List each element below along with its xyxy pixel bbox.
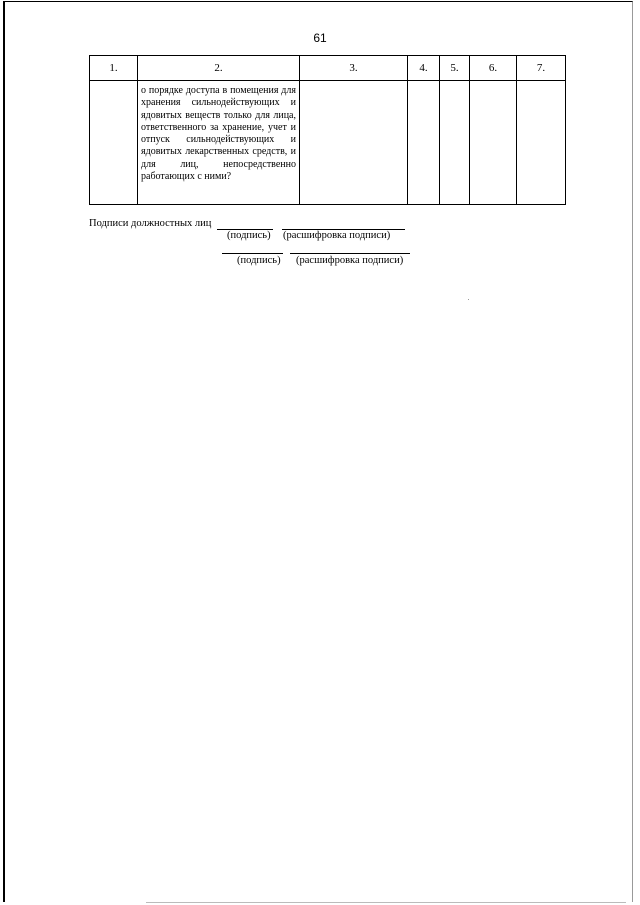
column-header-7: 7. — [517, 56, 566, 81]
column-header-5: 5. — [440, 56, 470, 81]
signature-caption-1: (подпись) — [227, 230, 271, 241]
column-header-1: 1. — [90, 56, 138, 81]
scan-speck — [468, 299, 469, 300]
decoding-line-2 — [290, 253, 410, 254]
decoding-caption-1: (расшифровка подписи) — [283, 230, 391, 241]
column-header-3: 3. — [300, 56, 408, 81]
page-number: 61 — [313, 31, 327, 45]
column-header-2: 2. — [138, 56, 300, 81]
signature-line-2 — [222, 253, 283, 254]
bottom-rule — [146, 902, 626, 903]
signature-caption-2: (подпись) — [237, 255, 281, 266]
signatures-block — [0, 0, 640, 300]
signatures-label: Подписи должностных лиц — [89, 218, 212, 229]
column-header-6: 6. — [470, 56, 517, 81]
column-header-4: 4. — [408, 56, 440, 81]
decoding-caption-2: (расшифровка подписи) — [296, 255, 404, 266]
question-text: о порядке доступа в помещения для хранения сильнодействующих и ядовитых веществ только для лица, ответственного за хранение, учет и отпуск сильнодействующих и ядовитых лекарственных средств, и для лиц, непосредственно работающих с ними? — [141, 85, 296, 183]
